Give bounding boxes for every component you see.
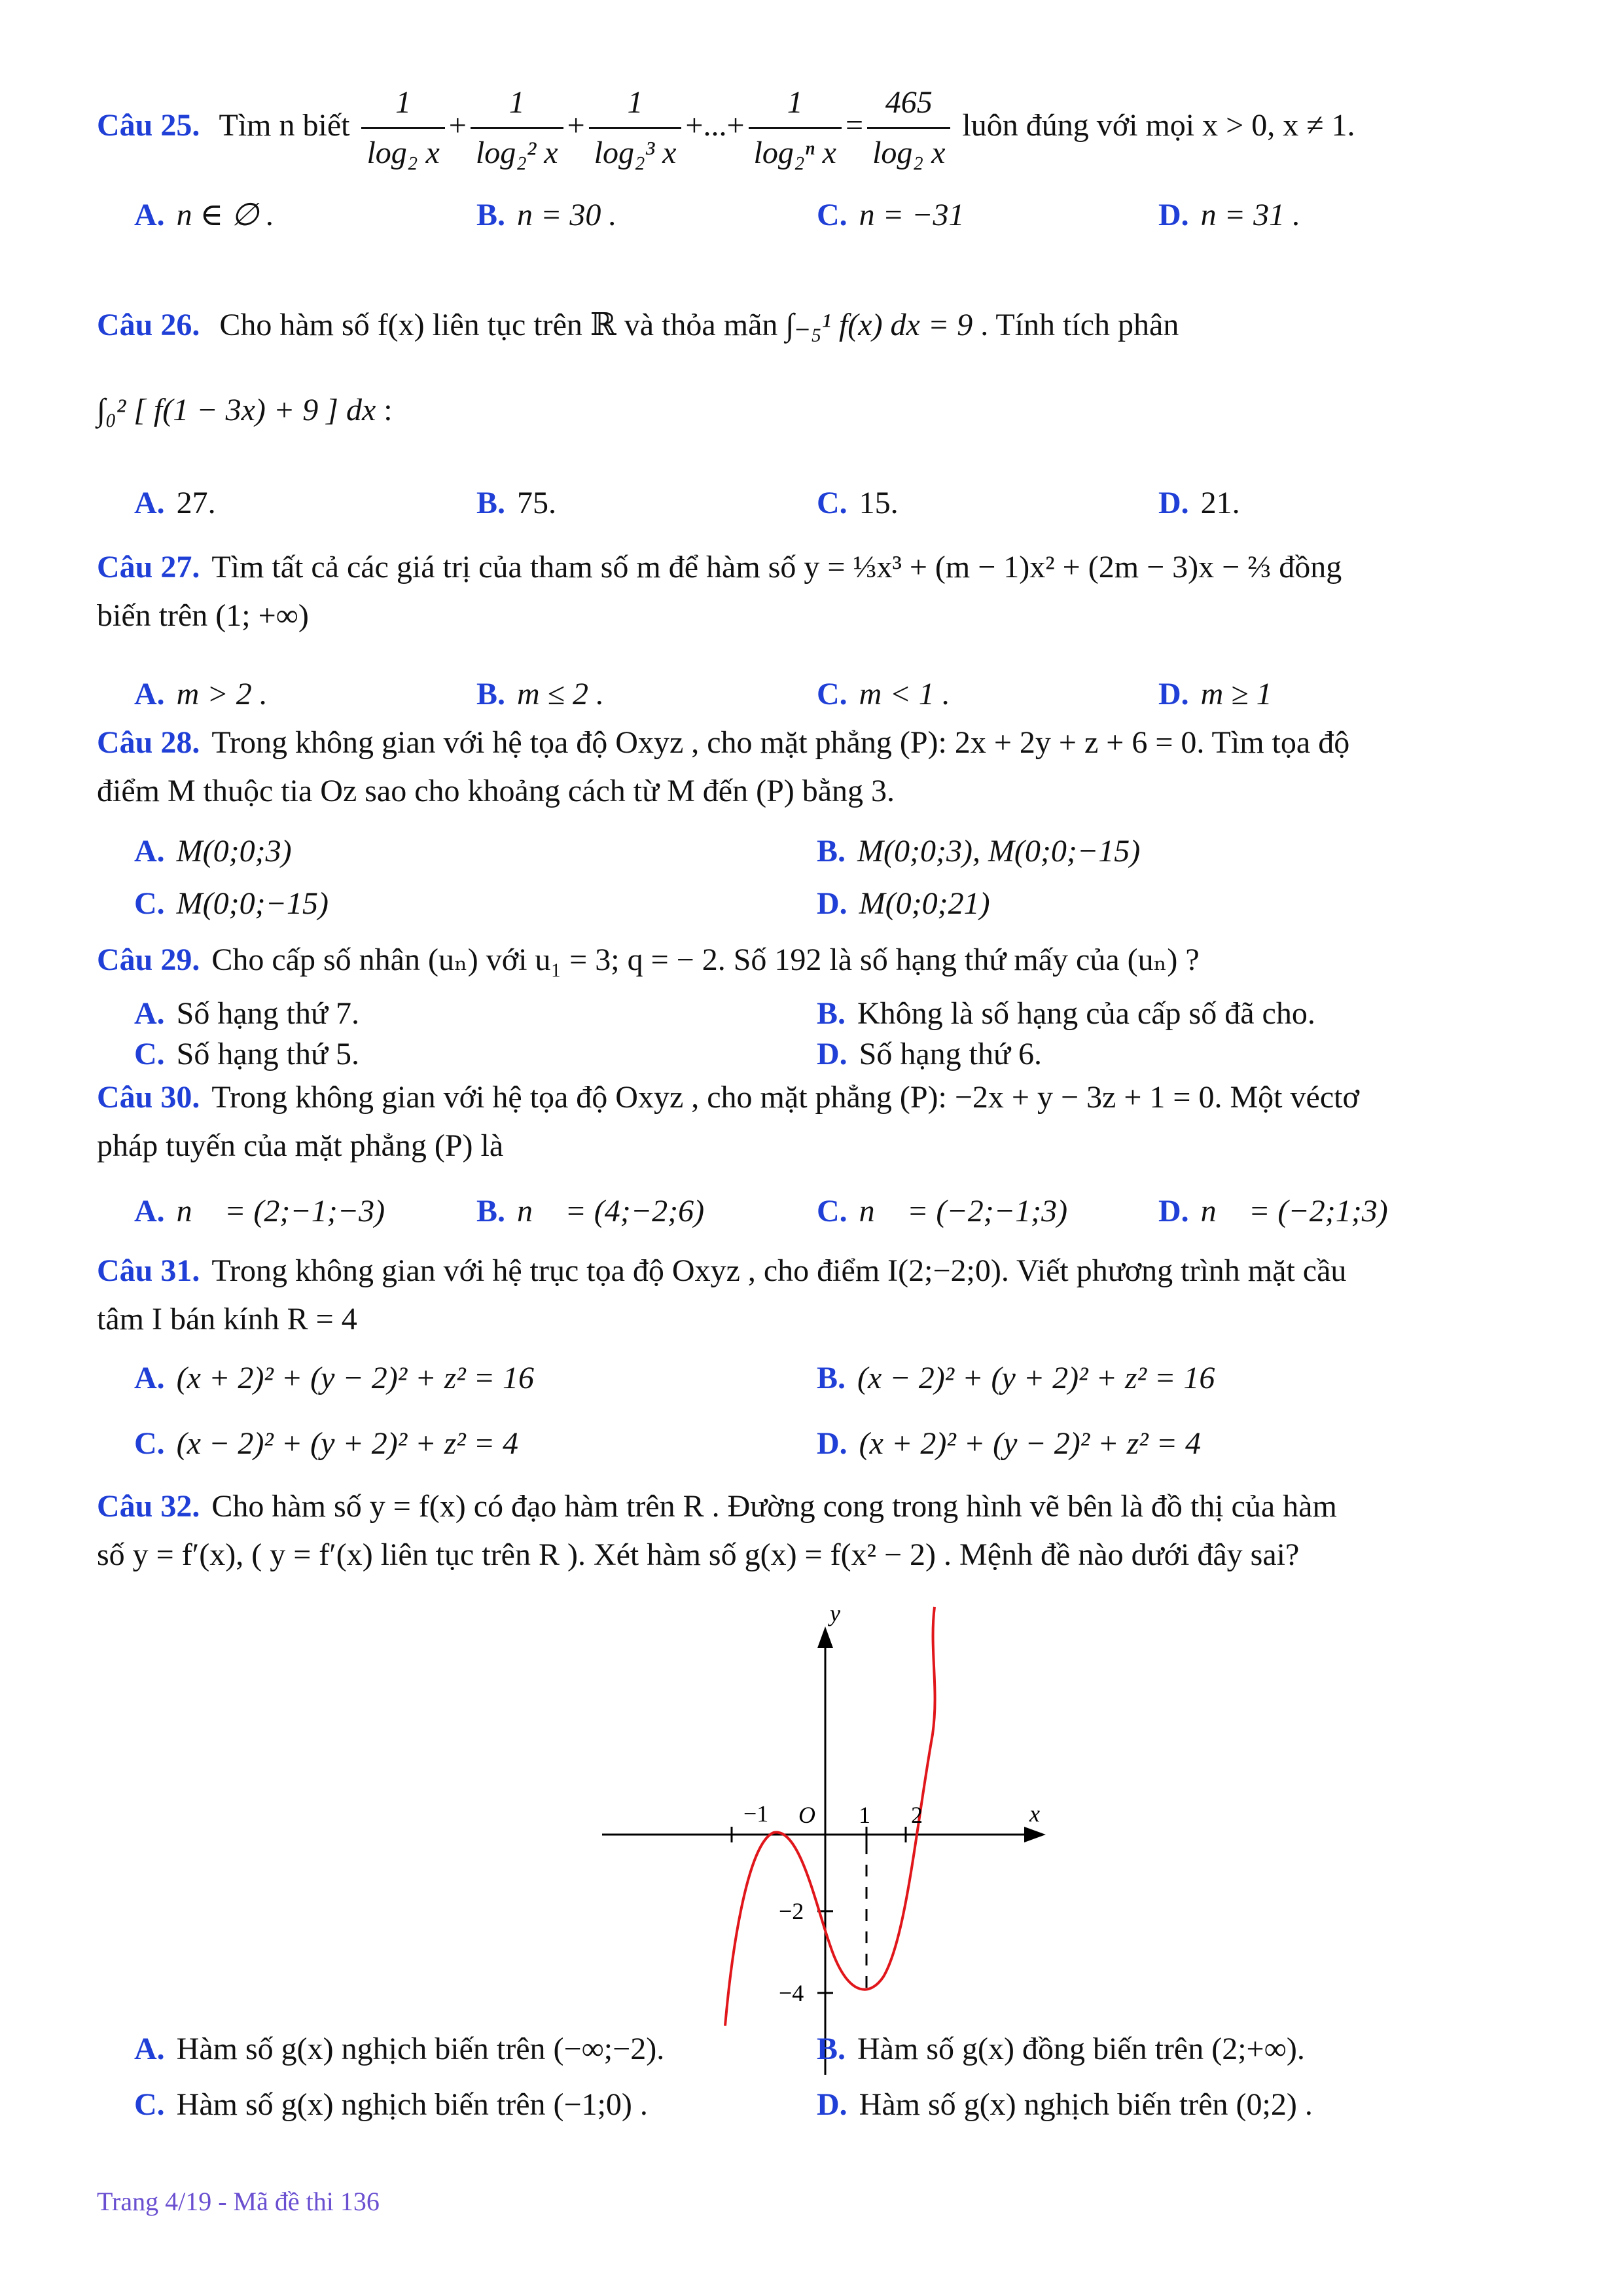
q26-colon: : <box>383 393 393 427</box>
q31-option-b[interactable]: B. (x − 2)² + (y + 2)² + z² = 16 <box>817 1361 1215 1395</box>
q31-option-a[interactable]: A. (x + 2)² + (y − 2)² + z² = 16 <box>134 1361 535 1395</box>
q26-label: Câu 26. <box>97 308 200 342</box>
q32-text: Cho hàm số y = f(x) có đạo hàm trên R . Đường cong trong hình vẽ bên là đồ thị của hàm <box>211 1489 1337 1524</box>
q25-option-d[interactable]: D. n = 31 . <box>1158 198 1301 232</box>
q29-label: Câu 29. <box>97 942 200 977</box>
q29-option-c[interactable]: C. Số hạng thứ 5. <box>134 1037 360 1071</box>
q26-integral-ask: ∫₀² [ f(1 − 3x) + 9 ] dx <box>97 393 376 427</box>
q32-text2: số y = f′(x), ( y = f′(x) liên tục trên R ). Xét hàm số g(x) = f(x² − 2) . Mệnh đề nào dưới đây sai? <box>97 1537 1300 1573</box>
q29-option-b[interactable]: B. Không là số hạng của cấp số đã cho. <box>817 996 1315 1031</box>
q31-option-d[interactable]: D. (x + 2)² + (y − 2)² + z² = 4 <box>817 1426 1202 1461</box>
x-axis-arrow-icon <box>1024 1827 1046 1842</box>
q26-line1-end: . Tính tích phân <box>980 308 1179 342</box>
q28-option-a[interactable]: A. M(0;0;3) <box>134 834 292 869</box>
q30-text2: pháp tuyến của mặt phẳng (P) là <box>97 1128 504 1164</box>
q28-text2: điểm M thuộc tia Oz sao cho khoảng cách từ M đến (P) bằng 3. <box>97 774 895 809</box>
q30-text: Trong không gian với hệ tọa độ Oxyz , cho mặt phẳng (P): −2x + y − 3z + 1 = 0. Một véctơ <box>211 1080 1359 1115</box>
q25-frac-2: $\frac{1}{\text{log₂² x}}$ <box>471 79 563 178</box>
tick-label-x-1: 1 <box>859 1802 870 1828</box>
q26-option-c[interactable]: C. 15. <box>817 486 899 520</box>
q25-frac-4: $\frac{1}{\text{log₂ⁿ x}}$ <box>749 79 842 178</box>
q27-option-c[interactable]: C. m < 1 . <box>817 677 950 711</box>
q26-option-b[interactable]: B. 75. <box>476 486 557 520</box>
q32-option-a[interactable]: A. Hàm số g(x) nghịch biến trên (−∞;−2). <box>134 2032 665 2066</box>
q31-label: Câu 31. <box>97 1253 200 1288</box>
q32-option-c[interactable]: C. Hàm số g(x) nghịch biến trên (−1;0) . <box>134 2087 648 2122</box>
q25-frac-3: $\frac{1}{\text{log₂³ x}}$ <box>589 79 682 178</box>
q28-text: Trong không gian với hệ tọa độ Oxyz , cho mặt phẳng (P): 2x + 2y + z + 6 = 0. Tìm tọa độ <box>211 725 1350 760</box>
q31-option-c[interactable]: C. (x − 2)² + (y + 2)² + z² = 4 <box>134 1426 519 1461</box>
q25-option-a[interactable]: A. n ∈ ∅ . <box>134 198 275 232</box>
q28-label: Câu 28. <box>97 725 200 760</box>
q26-integral-given: ∫₋₅¹ f(x) dx = 9 <box>785 308 973 342</box>
q30-option-d[interactable]: D. n⃗ = (−2;1;3) <box>1158 1194 1388 1229</box>
q29-option-d[interactable]: D. Số hạng thứ 6. <box>817 1037 1043 1071</box>
q25-label: Câu 25. <box>97 107 200 143</box>
question-25: Câu 25. Tìm n biết $\frac{1}{\text{log₂ x}}$ + $\frac{1}{\text{log₂² x}}$ + $\frac{1}{\text{log₂³ x}}$ +...+ $\frac{1}{\text{log₂ⁿ x}}$ = $\frac{465}{\text{log₂ x}}$ luôn đúng với mọi x > 0, x ≠ 1. <box>97 79 1538 178</box>
q28-option-c[interactable]: C. M(0;0;−15) <box>134 886 329 921</box>
axis-y-label: y <box>830 1600 840 1626</box>
page-footer: Trang 4/19 - Mã đề thi 136 <box>97 2187 380 2216</box>
q25-option-c[interactable]: C. n = −31 <box>817 198 965 232</box>
q32-label: Câu 32. <box>97 1489 200 1524</box>
q32-option-b[interactable]: B. Hàm số g(x) đồng biến trên (2;+∞). <box>817 2032 1305 2066</box>
q25-option-b[interactable]: B. n = 30 . <box>476 198 617 232</box>
q30-label: Câu 30. <box>97 1080 200 1115</box>
q29-text: Cho cấp số nhân (uₙ) với u₁ = 3; q = − 2. Số 192 là số hạng thứ mấy của (uₙ) ? <box>211 942 1200 977</box>
tick-label-x-2: 2 <box>911 1802 923 1828</box>
tick-label-x-neg1: −1 <box>743 1801 769 1827</box>
q28-option-b[interactable]: B. M(0;0;3), M(0;0;−15) <box>817 834 1141 869</box>
q25-suffix: luôn đúng với mọi x > 0, x ≠ 1. <box>962 107 1355 143</box>
q28-option-d[interactable]: D. M(0;0;21) <box>817 886 990 921</box>
q27-option-a[interactable]: A. m > 2 . <box>134 677 268 711</box>
q26-option-a[interactable]: A. 27. <box>134 486 216 520</box>
q29-option-a[interactable]: A. Số hạng thứ 7. <box>134 996 360 1031</box>
tick-label-y-neg4: −4 <box>779 1980 804 2006</box>
tick-label-y-neg2: −2 <box>779 1898 804 1924</box>
q30-option-b[interactable]: B. n⃗ = (4;−2;6) <box>476 1194 705 1229</box>
q27-option-b[interactable]: B. m ≤ 2 . <box>476 677 605 711</box>
origin-label: O <box>798 1802 815 1828</box>
q30-option-c[interactable]: C. n⃗ = (−2;−1;3) <box>817 1194 1068 1229</box>
q30-option-a[interactable]: A. n⃗ = (2;−1;−3) <box>134 1194 385 1229</box>
q26-option-d[interactable]: D. 21. <box>1158 486 1240 520</box>
q27-text: Tìm tất cả các giá trị của tham số m để hàm số y = ⅓x³ + (m − 1)x² + (2m − 3)x − ⅔ đồng <box>211 550 1342 584</box>
q25-frac-1: $\frac{1}{\text{log₂ x}}$ <box>361 79 444 178</box>
q25-prefix: Tìm n biết <box>219 107 350 143</box>
q27-text2: biến trên (1; +∞) <box>97 598 309 634</box>
axis-x-label: x <box>1029 1801 1040 1827</box>
q26-line1: Cho hàm số f(x) liên tục trên ℝ và thỏa mãn <box>219 308 778 342</box>
q25-rhs: $\frac{465}{\text{log₂ x}}$ <box>867 79 950 178</box>
q27-option-d[interactable]: D. m ≥ 1 <box>1158 677 1272 711</box>
q27-label: Câu 27. <box>97 550 200 584</box>
y-axis-arrow-icon <box>817 1626 833 1648</box>
q32-option-d[interactable]: D. Hàm số g(x) nghịch biến trên (0;2) . <box>817 2087 1313 2122</box>
q31-text: Trong không gian với hệ trục tọa độ Oxyz , cho điểm I(2;−2;0). Viết phương trình mặt cầu <box>211 1253 1347 1288</box>
q31-text2: tâm I bán kính R = 4 <box>97 1302 357 1337</box>
